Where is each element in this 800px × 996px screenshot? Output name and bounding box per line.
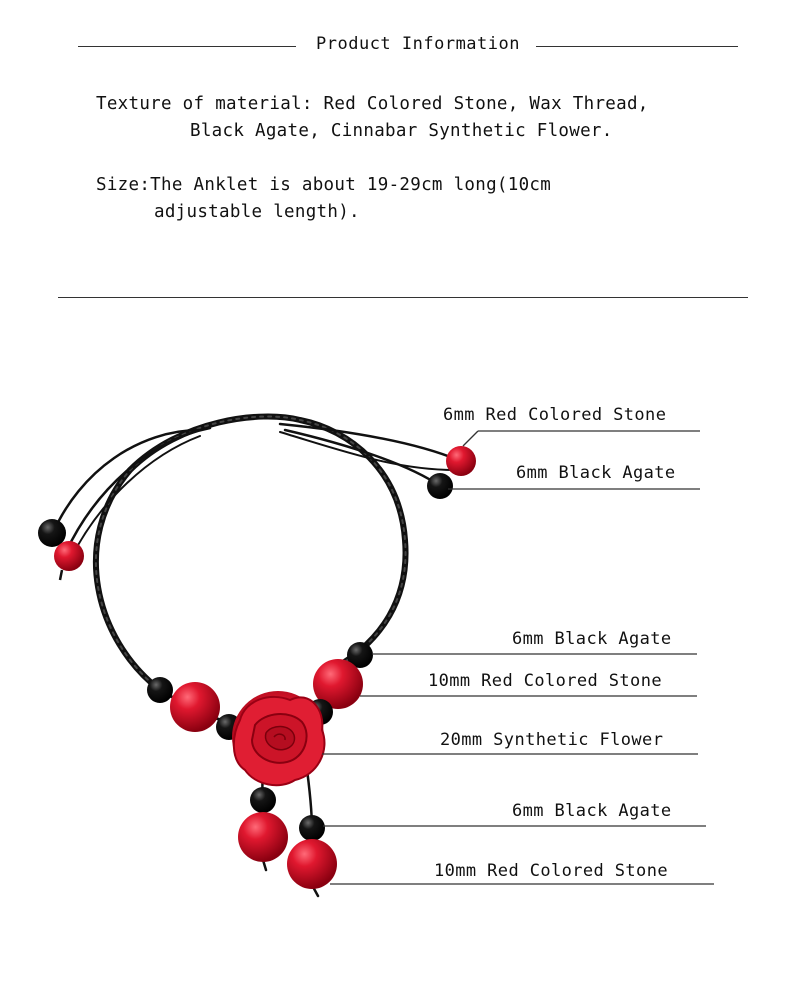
callout-6mm-black-agate-top: 6mm Black Agate [516,463,676,483]
right-end-black-agate [427,473,453,499]
dangle-black-agate-2 [299,815,325,841]
callout-20mm-flower: 20mm Synthetic Flower [440,730,664,750]
callout-10mm-red-stone-bottom: 10mm Red Colored Stone [434,861,668,881]
callout-6mm-black-agate-mid: 6mm Black Agate [512,629,672,649]
left-red-stone [170,682,220,732]
synthetic-flower [232,691,324,785]
right-end-red-stone [446,446,476,476]
dangle-black-agate [250,787,276,813]
material-line-1: Texture of material: Red Colored Stone, Wax Thread, [96,94,649,114]
dangle-red-stone-2 [287,839,337,889]
callout-10mm-red-stone-mid: 10mm Red Colored Stone [428,671,662,691]
callout-6mm-black-agate-bottom: 6mm Black Agate [512,801,672,821]
left-end-black-agate [38,519,66,547]
size-line-2: adjustable length). [154,202,360,222]
left-end-red-stone [54,541,84,571]
product-info-title: Product Information [316,34,520,54]
callout-6mm-red-stone: 6mm Red Colored Stone [443,405,667,425]
size-line-1: Size:The Anklet is about 19-29cm long(10cm [96,175,552,195]
dangle-red-stone [238,812,288,862]
material-line-2: Black Agate, Cinnabar Synthetic Flower. [190,121,613,141]
left-black-agate [147,677,173,703]
